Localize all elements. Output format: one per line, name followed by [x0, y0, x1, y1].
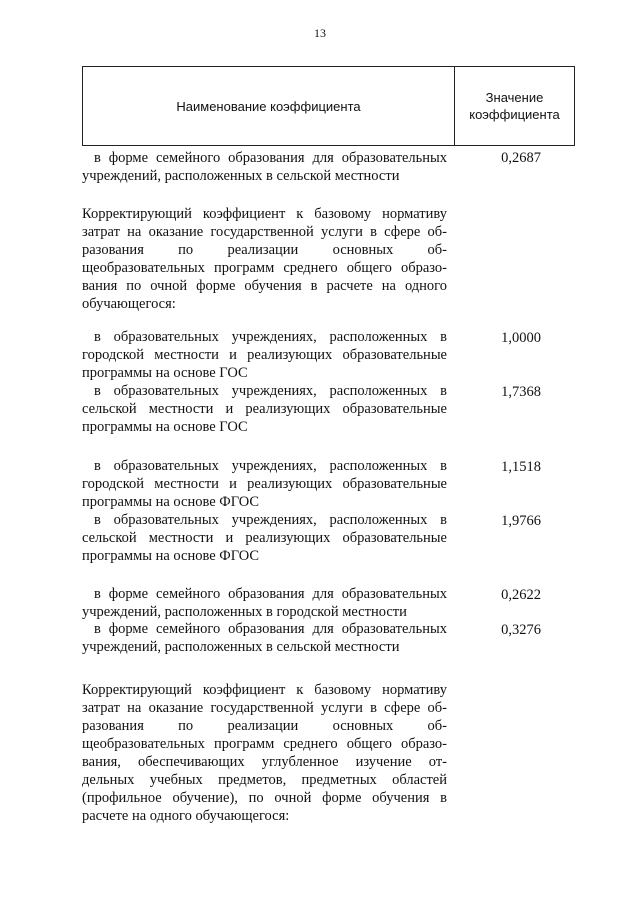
coefficient-value: 0,2622	[501, 587, 541, 603]
row-text-line: в образовательных учреждениях, расположенных в	[94, 329, 447, 345]
coefficient-value: 0,2687	[501, 150, 541, 166]
row-text-line: городской местности и реализующих образовательные	[82, 476, 447, 492]
row-text-line: учреждений, расположенных в сельской местности	[82, 168, 400, 184]
row-text-line: программы на основе ФГОС	[82, 548, 260, 564]
row-text-line: разования по реализации основных об-	[82, 718, 447, 734]
row-text-line: в образовательных учреждениях, расположенных в	[94, 512, 447, 528]
table-row	[82, 328, 447, 382]
row-text-line: учреждений, расположенных в городской местности	[82, 604, 407, 620]
row-text-line: затрат на оказание государственной услуги в сфере об-	[82, 224, 447, 240]
table-row	[82, 149, 447, 185]
row-text-line: разования по реализации основных об-	[82, 242, 447, 258]
row-text-line: в образовательных учреждениях, расположенных в	[94, 383, 447, 399]
row-text-line: сельской местности и реализующих образовательные	[82, 530, 447, 546]
row-text-line: затрат на оказание государственной услуги в сфере об-	[82, 700, 447, 716]
row-text-line: дельных учебных предметов, предметных областей	[82, 772, 447, 788]
row-text-line: городской местности и реализующих образовательные	[82, 347, 447, 363]
column-header-value	[455, 67, 574, 145]
coefficient-value: 1,0000	[501, 330, 541, 346]
row-text-line: Корректирующий коэффициент к базовому нормативу	[82, 682, 447, 698]
table-row	[82, 382, 447, 436]
row-text-line: вания, обеспечивающих углубленное изучение от-	[82, 754, 447, 770]
row-text-line: в форме семейного образования для образовательных	[94, 150, 447, 166]
table-row	[82, 205, 447, 313]
coefficient-value: 0,3276	[501, 622, 541, 638]
table-row	[82, 585, 447, 621]
table-row	[82, 681, 447, 825]
row-text-line: в образовательных учреждениях, расположенных в	[94, 458, 447, 474]
row-text-line: вания по очной форме обучения в расчете на одного	[82, 278, 447, 294]
row-text-line: щеобразовательных программ среднего общего образо-	[82, 260, 447, 276]
table-header	[82, 66, 575, 146]
row-text-line: сельской местности и реализующих образовательные	[82, 401, 447, 417]
coefficient-value: 1,9766	[501, 513, 541, 529]
row-text-line: в форме семейного образования для образовательных	[94, 621, 447, 637]
row-text-line: Корректирующий коэффициент к базовому нормативу	[82, 206, 447, 222]
row-text-line: программы на основе ГОС	[82, 365, 248, 381]
coefficient-value: 1,7368	[501, 384, 541, 400]
table-row	[82, 620, 447, 656]
page-number: 13	[314, 26, 326, 40]
row-text-line: в форме семейного образования для образовательных	[94, 586, 447, 602]
column-header-name: Наименование коэффициента	[83, 67, 455, 145]
row-text-line: обучающегося:	[82, 296, 176, 312]
table-row	[82, 511, 447, 565]
row-text-line: (профильное обучение), по очной форме обучения в	[82, 790, 447, 806]
row-text-line: учреждений, расположенных в сельской местности	[82, 639, 400, 655]
row-text-line: расчете на одного обучающегося:	[82, 808, 290, 824]
table-row	[82, 457, 447, 511]
coefficient-value: 1,1518	[501, 459, 541, 475]
row-text-line: программы на основе ГОС	[82, 419, 248, 435]
column-header-value-line1: Значение	[485, 90, 544, 105]
column-header-value-line2: коэффициента	[469, 107, 560, 122]
row-text-line: щеобразовательных программ среднего общего образо-	[82, 736, 447, 752]
row-text-line: программы на основе ФГОС	[82, 494, 260, 510]
